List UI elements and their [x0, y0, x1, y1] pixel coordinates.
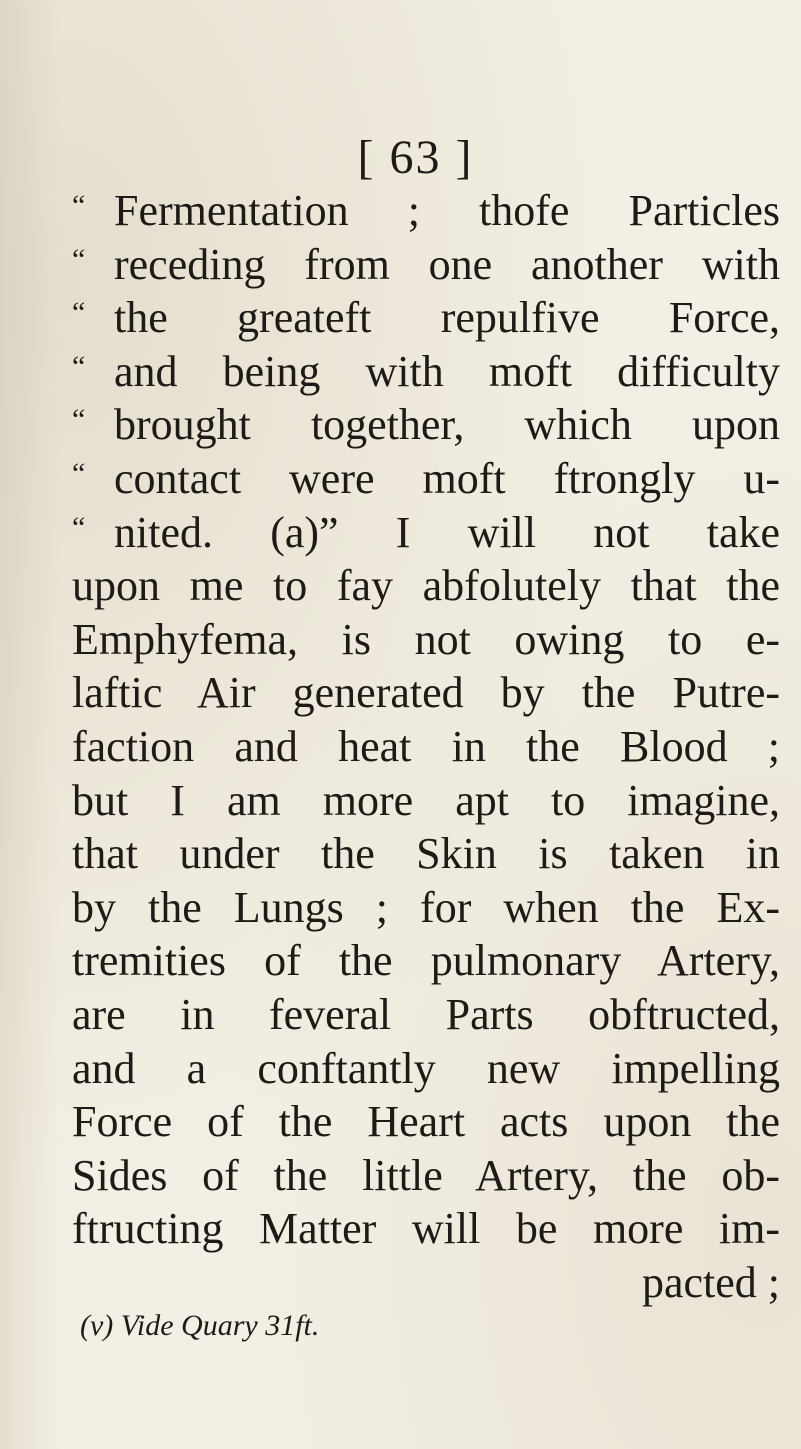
text-line	[72, 1042, 780, 1096]
line-text: nited. (a)” I will not take	[114, 507, 780, 557]
quote-mark: “	[72, 456, 86, 490]
text-line	[72, 1202, 780, 1256]
line-text: Sides of the little Artery, the ob-	[72, 1150, 780, 1200]
body-text	[72, 184, 780, 1309]
page-number: [ 63 ]	[357, 131, 474, 184]
text-line	[72, 720, 780, 774]
quote-mark: “	[72, 242, 86, 276]
line-text: receding from one another with	[114, 239, 780, 289]
line-text: by the Lungs ; for when the Ex-	[72, 882, 780, 932]
quote-mark: “	[72, 189, 86, 222]
quote-mark: “	[72, 296, 86, 330]
line-text: laftic Air generated by the Putre-	[72, 668, 780, 718]
line-text: and being with moft difficulty	[114, 346, 780, 396]
text-line	[72, 238, 780, 292]
text-line	[72, 506, 780, 560]
footnote: (v) Vide Quary 31ft.	[80, 1309, 320, 1342]
text-line	[72, 666, 780, 720]
line-text: tremities of the pulmonary Artery,	[72, 936, 780, 986]
line-text: Force of the Heart acts upon the	[72, 1097, 780, 1147]
line-text: Fermentation ; thofe Particles	[114, 186, 780, 235]
text-line	[72, 1149, 780, 1203]
line-text: that under the Skin is taken in	[72, 829, 780, 879]
text-line	[72, 452, 780, 506]
text-line	[72, 613, 780, 667]
text-line	[72, 827, 780, 881]
line-text: faction and heat in the Blood ;	[72, 721, 780, 771]
quote-mark: “	[72, 403, 86, 437]
text-line	[72, 184, 780, 238]
text-line	[72, 988, 780, 1042]
quote-mark: “	[72, 349, 86, 383]
line-text: ftructing Matter will be more im-	[72, 1204, 780, 1254]
text-line	[72, 559, 780, 613]
text-line	[72, 774, 780, 828]
line-text: Emphyfema, is not owing to e-	[72, 614, 780, 664]
line-text: are in feveral Parts obftructed,	[72, 989, 780, 1039]
line-text: upon me to fay abfolutely that the	[72, 561, 780, 611]
line-text: contact were moft ftrongly u-	[114, 453, 780, 503]
text-line	[72, 1095, 780, 1149]
text-line	[72, 934, 780, 988]
text-line-last	[72, 1256, 780, 1310]
text-line	[72, 291, 780, 345]
text-line	[72, 345, 780, 399]
line-text: brought together, which upon	[114, 400, 780, 450]
text-line	[72, 881, 780, 935]
line-text: pacted ;	[641, 1257, 780, 1307]
quote-mark: “	[72, 510, 86, 544]
line-text: but I am more apt to imagine,	[72, 775, 780, 825]
line-text: the greateft repulfive Force,	[114, 293, 780, 343]
text-line	[72, 398, 780, 452]
line-text: and a conftantly new impelling	[72, 1043, 780, 1093]
